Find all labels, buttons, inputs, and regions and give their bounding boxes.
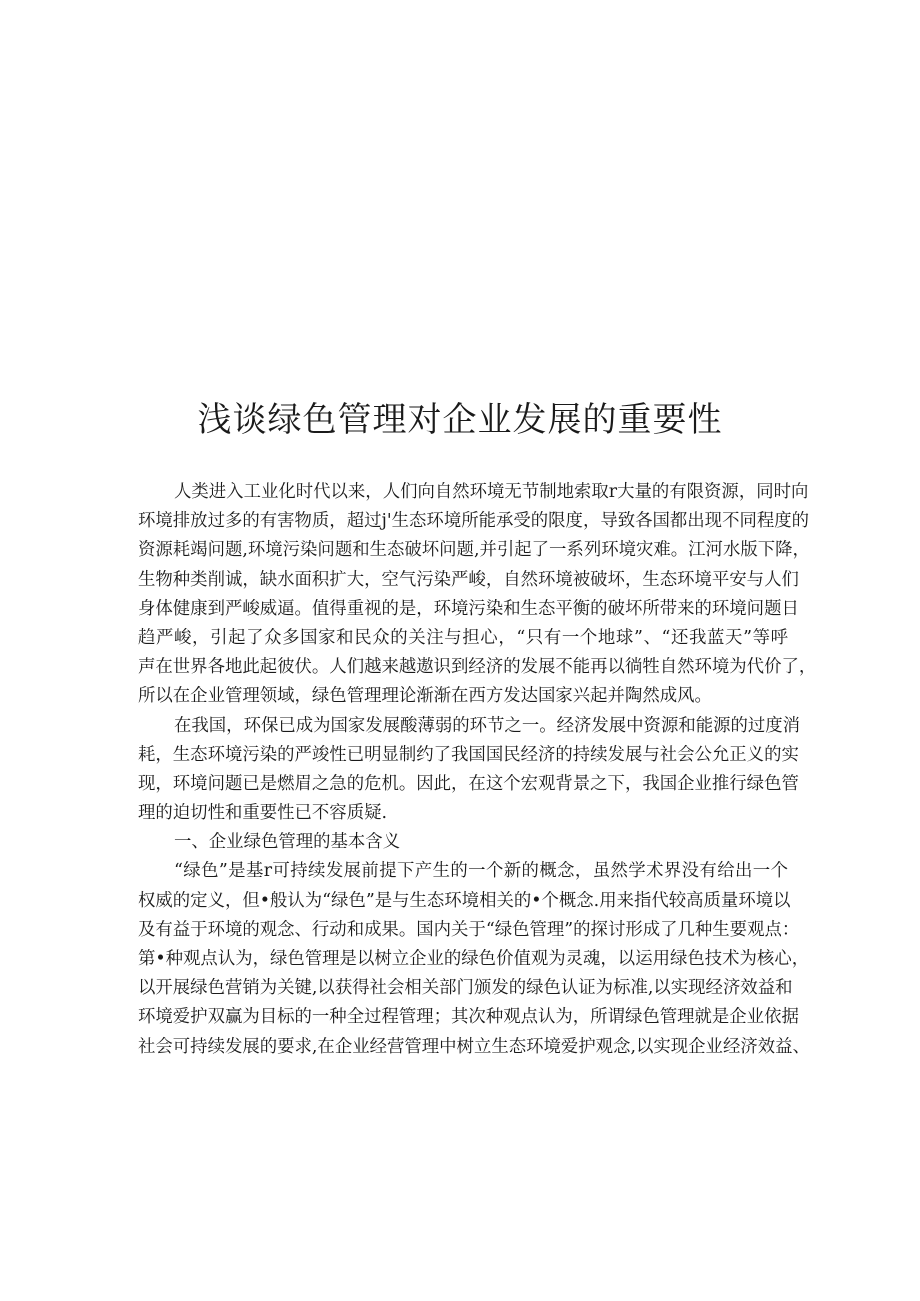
paragraph-line: 第•种观点认为，绿色管理是以树立企业的绿色价值观为灵魂，以运用绿色技术为核心，: [138, 949, 810, 969]
paragraph-line: 社会可持续发展的要求,在企业经营管理中树立生态环境爱护观念,以实现企业经济效益、: [138, 1036, 810, 1057]
paragraph-line: 在我国，环保已成为国家发展酸薄弱的环节之一。经济发展中资源和能源的过度消: [174, 715, 801, 736]
document-body: [138, 478, 817, 1062]
paragraph-line: 资源耗竭问题,环境污染问题和生态破坏问题,并引起了一系列环境灾难。江河水版下降，: [138, 540, 810, 561]
paragraph-line: 现，环境问题已是燃眉之急的危机。因此，在这个宏观背景之下，我国企业推行绿色管: [138, 773, 799, 794]
paragraph-line: 环境爱护双赢为目标的一种全过程管理；其次种观点认为，所谓绿色管理就是企业依据: [138, 1007, 799, 1028]
paragraph-line: 生物种类削诚，缺水面积扩大，空气污染严峻，自然环境被破坏，生态环境平安与人们: [138, 569, 799, 590]
paragraph-line: 声在世界各地此起彼伏。人们越来越遨识到经济的发展不能再以徜牲自然环境为代价了，: [138, 657, 817, 678]
paragraph-line: 环境排放过多的有害物质，超过j'生态环境所能承受的限度，导致各国都出现不同程度的: [138, 511, 810, 532]
paragraph-line: 及有益于环境的观念、行动和成果。国内关于“绿色管理”的探讨形成了几种生要观点：: [138, 919, 800, 940]
paragraph-line: 所以在企业管理领域，绿色管理理论渐渐在西方发达国家兴起并陶然成风。: [138, 686, 712, 707]
paragraph-line: 权威的定义，但•般认为“绿色”是与生态环境相关的•个概念.用来指代较高质量环境以: [138, 890, 791, 911]
paragraph-line: “绿色”是基r可持续发展前提下产生的一个新的概念，虽然学术界没有给出一个: [174, 861, 788, 882]
paragraph-line: 以开展绿色营销为关键,以获得社会相关部门颁发的绿色认证为标准,以实现经济效益和: [138, 978, 793, 999]
paragraph-line: 人类进入工业化时代以来，人们向自然环境无节制地索取r大量的有限资源，同时向: [174, 482, 809, 502]
paragraph-line: 趋严峻，引起了众多国家和民众的关注与担心，“只有一个地球”、“还我蓝天”等呼: [138, 627, 788, 648]
paragraph-line: 理的迫切性和重要性已不容质疑.: [138, 803, 387, 824]
paragraph-line: 身体健康到严峻威逼。值得重视的是，环境污染和生态平衡的破坏所带来的环境问题日: [138, 598, 799, 619]
section-heading: 一、企业绿色管理的基本含义: [174, 832, 401, 853]
page-title: 浅谈绿色管理对企业发展的重要性: [197, 400, 723, 440]
paragraph-line: 耗，生态环境污染的严竣性已明显制约了我国国民经济的持续发展与社会公允正义的实: [138, 744, 799, 765]
